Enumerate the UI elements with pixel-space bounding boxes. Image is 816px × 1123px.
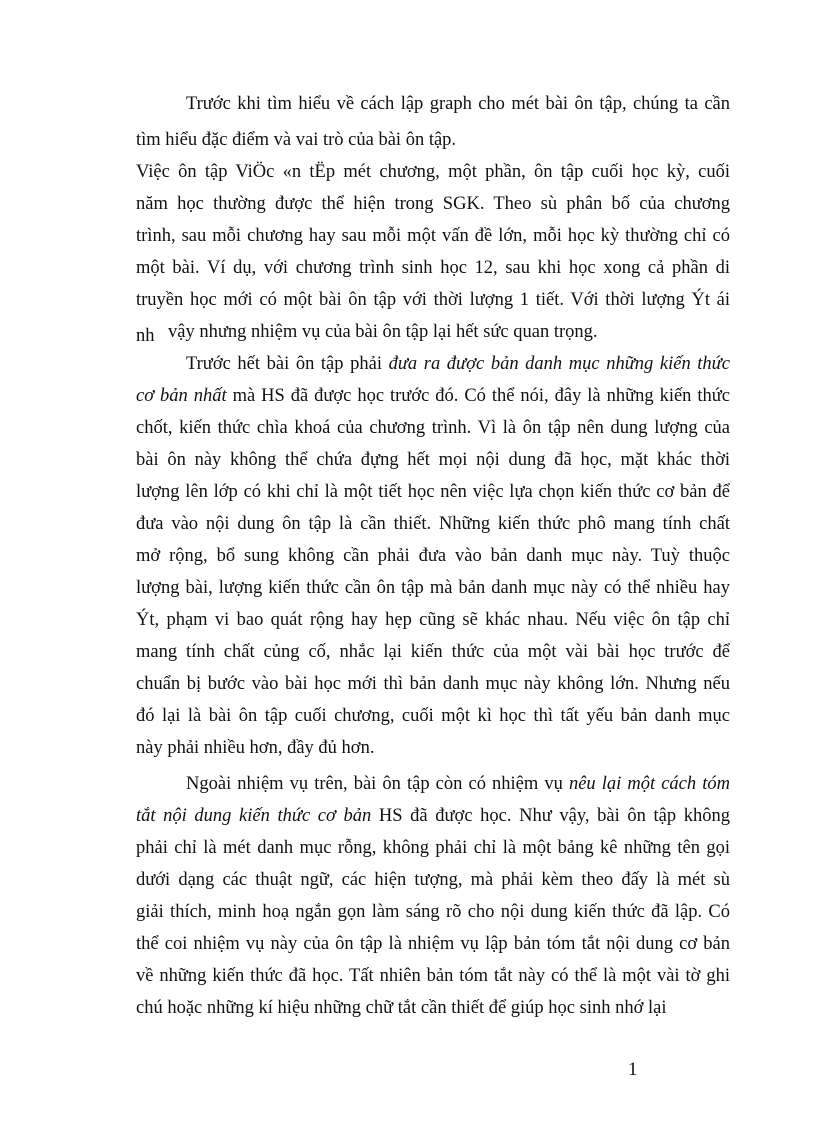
paragraph-line: về những kiến thức đã học. Tất nhiên bản tóm tắt này có thể là một vài tờ ghi [136, 966, 730, 986]
paragraph-line: bài ôn này không thể chứa đựng hết mọi nội dung đã học, mặt khác thời [136, 450, 730, 470]
line-text: Trước hết bài ôn tập phải [186, 354, 389, 374]
paragraph-line: tìm hiểu đặc điểm và vai trò của bài ôn tập. [136, 130, 457, 150]
paragraph-line: chú hoặc những kí hiệu những chữ tắt cần thiết để giúp học sinh nhớ lại [136, 998, 667, 1018]
paragraph-line [136, 801, 730, 831]
line-text: mà HS đã được học trước đó. Có thể nói, đây là những kiến thức [226, 386, 730, 406]
paragraph-line: giải thích, minh hoạ ngắn gọn làm sáng rõ cho nội dung kiến thức đã lập. Có [136, 902, 730, 922]
paragraph-line [186, 349, 730, 379]
emphasis-text: đưa ra được bản danh mục những kiến thức [388, 354, 730, 374]
paragraph-line: dưới dạng các thuật ngữ, các hiện tượng, mà phải kèm theo đấy là mét sù [136, 870, 730, 890]
paragraph-line [136, 381, 730, 411]
paragraph-line: mang tính chất củng cố, nhắc lại kiến thức của một vài bài học trước để [136, 642, 730, 662]
line-fragment: nh [136, 326, 155, 346]
paragraph-line: truyền học mới có một bài ôn tập với thời lượng 1 tiết. Với thời lượng Ýt ái [136, 290, 730, 310]
paragraph-line: lượng lên lớp có khi chỉ là một tiết học nên việc lựa chọn kiến thức cơ bản để [136, 482, 730, 502]
line-text: Ngoài nhiệm vụ trên, bài ôn tập còn có nhiệm vụ [186, 774, 569, 794]
paragraph-line [186, 769, 730, 799]
paragraph-line: trình, sau mỗi chương hay sau mỗi một vấn đề lớn, mỗi học kỳ thường chỉ có [136, 226, 730, 246]
paragraph-line: chốt, kiến thức chìa khoá của chương trình. Vì là ôn tập nên dung lượng của [136, 418, 730, 438]
paragraph-line: Việc ôn tập ViÖc «n tËp mét chương, một phần, ôn tập cuối học kỳ, cuối [136, 162, 730, 182]
paragraph-line: lượng bài, lượng kiến thức cần ôn tập mà bản danh mục này có thể nhiều hay [136, 578, 730, 598]
line-text: HS đã được học. Như vậy, bài ôn tập không [371, 806, 730, 826]
paragraph-line: năm học thường được thể hiện trong SGK. Theo sù phân bố của chương [136, 194, 730, 214]
emphasis-text: tắt nội dung kiến thức cơ bản [136, 806, 372, 826]
emphasis-text: cơ bản nhất [136, 386, 227, 406]
paragraph-line: Ýt, phạm vi bao quát rộng hay hẹp cũng sẽ khác nhau. Nếu việc ôn tập chỉ [136, 610, 730, 630]
paragraph-line: vậy nhưng nhiệm vụ của bài ôn tập lại hết sức quan trọng. [168, 322, 598, 342]
paragraph-line: Trước khi tìm hiểu về cách lập graph cho mét bài ôn tập, chúng ta cần [186, 94, 730, 114]
paragraph-line: này phải nhiều hơn, đầy đủ hơn. [136, 738, 375, 758]
paragraph-line: thể coi nhiệm vụ này của ôn tập là nhiệm vụ lập bản tóm tắt nội dung cơ bản [136, 934, 730, 954]
paragraph-line: phải chỉ là mét danh mục rỗng, không phải chỉ là một bảng kê những tên gọi [136, 838, 730, 858]
page-number: 1 [628, 1059, 638, 1080]
emphasis-text: nêu lại một cách tóm [568, 774, 730, 794]
paragraph-line: mở rộng, bổ sung không cần phải đưa vào bản danh mục này. Tuỳ thuộc [136, 546, 730, 566]
paragraph-line: đưa vào nội dung ôn tập là cần thiết. Những kiến thức phô mang tính chất [136, 514, 730, 534]
paragraph-line: một bài. Ví dụ, với chương trình sinh học 12, sau khi học xong cả phần di [136, 258, 730, 278]
paragraph-line: chuẩn bị bước vào bài học mới thì bản danh mục này không lớn. Nhưng nếu [136, 674, 730, 694]
paragraph-line: đó lại là bài ôn tập cuối chương, cuối một kì học thì tất yếu bản danh mục [136, 706, 730, 726]
